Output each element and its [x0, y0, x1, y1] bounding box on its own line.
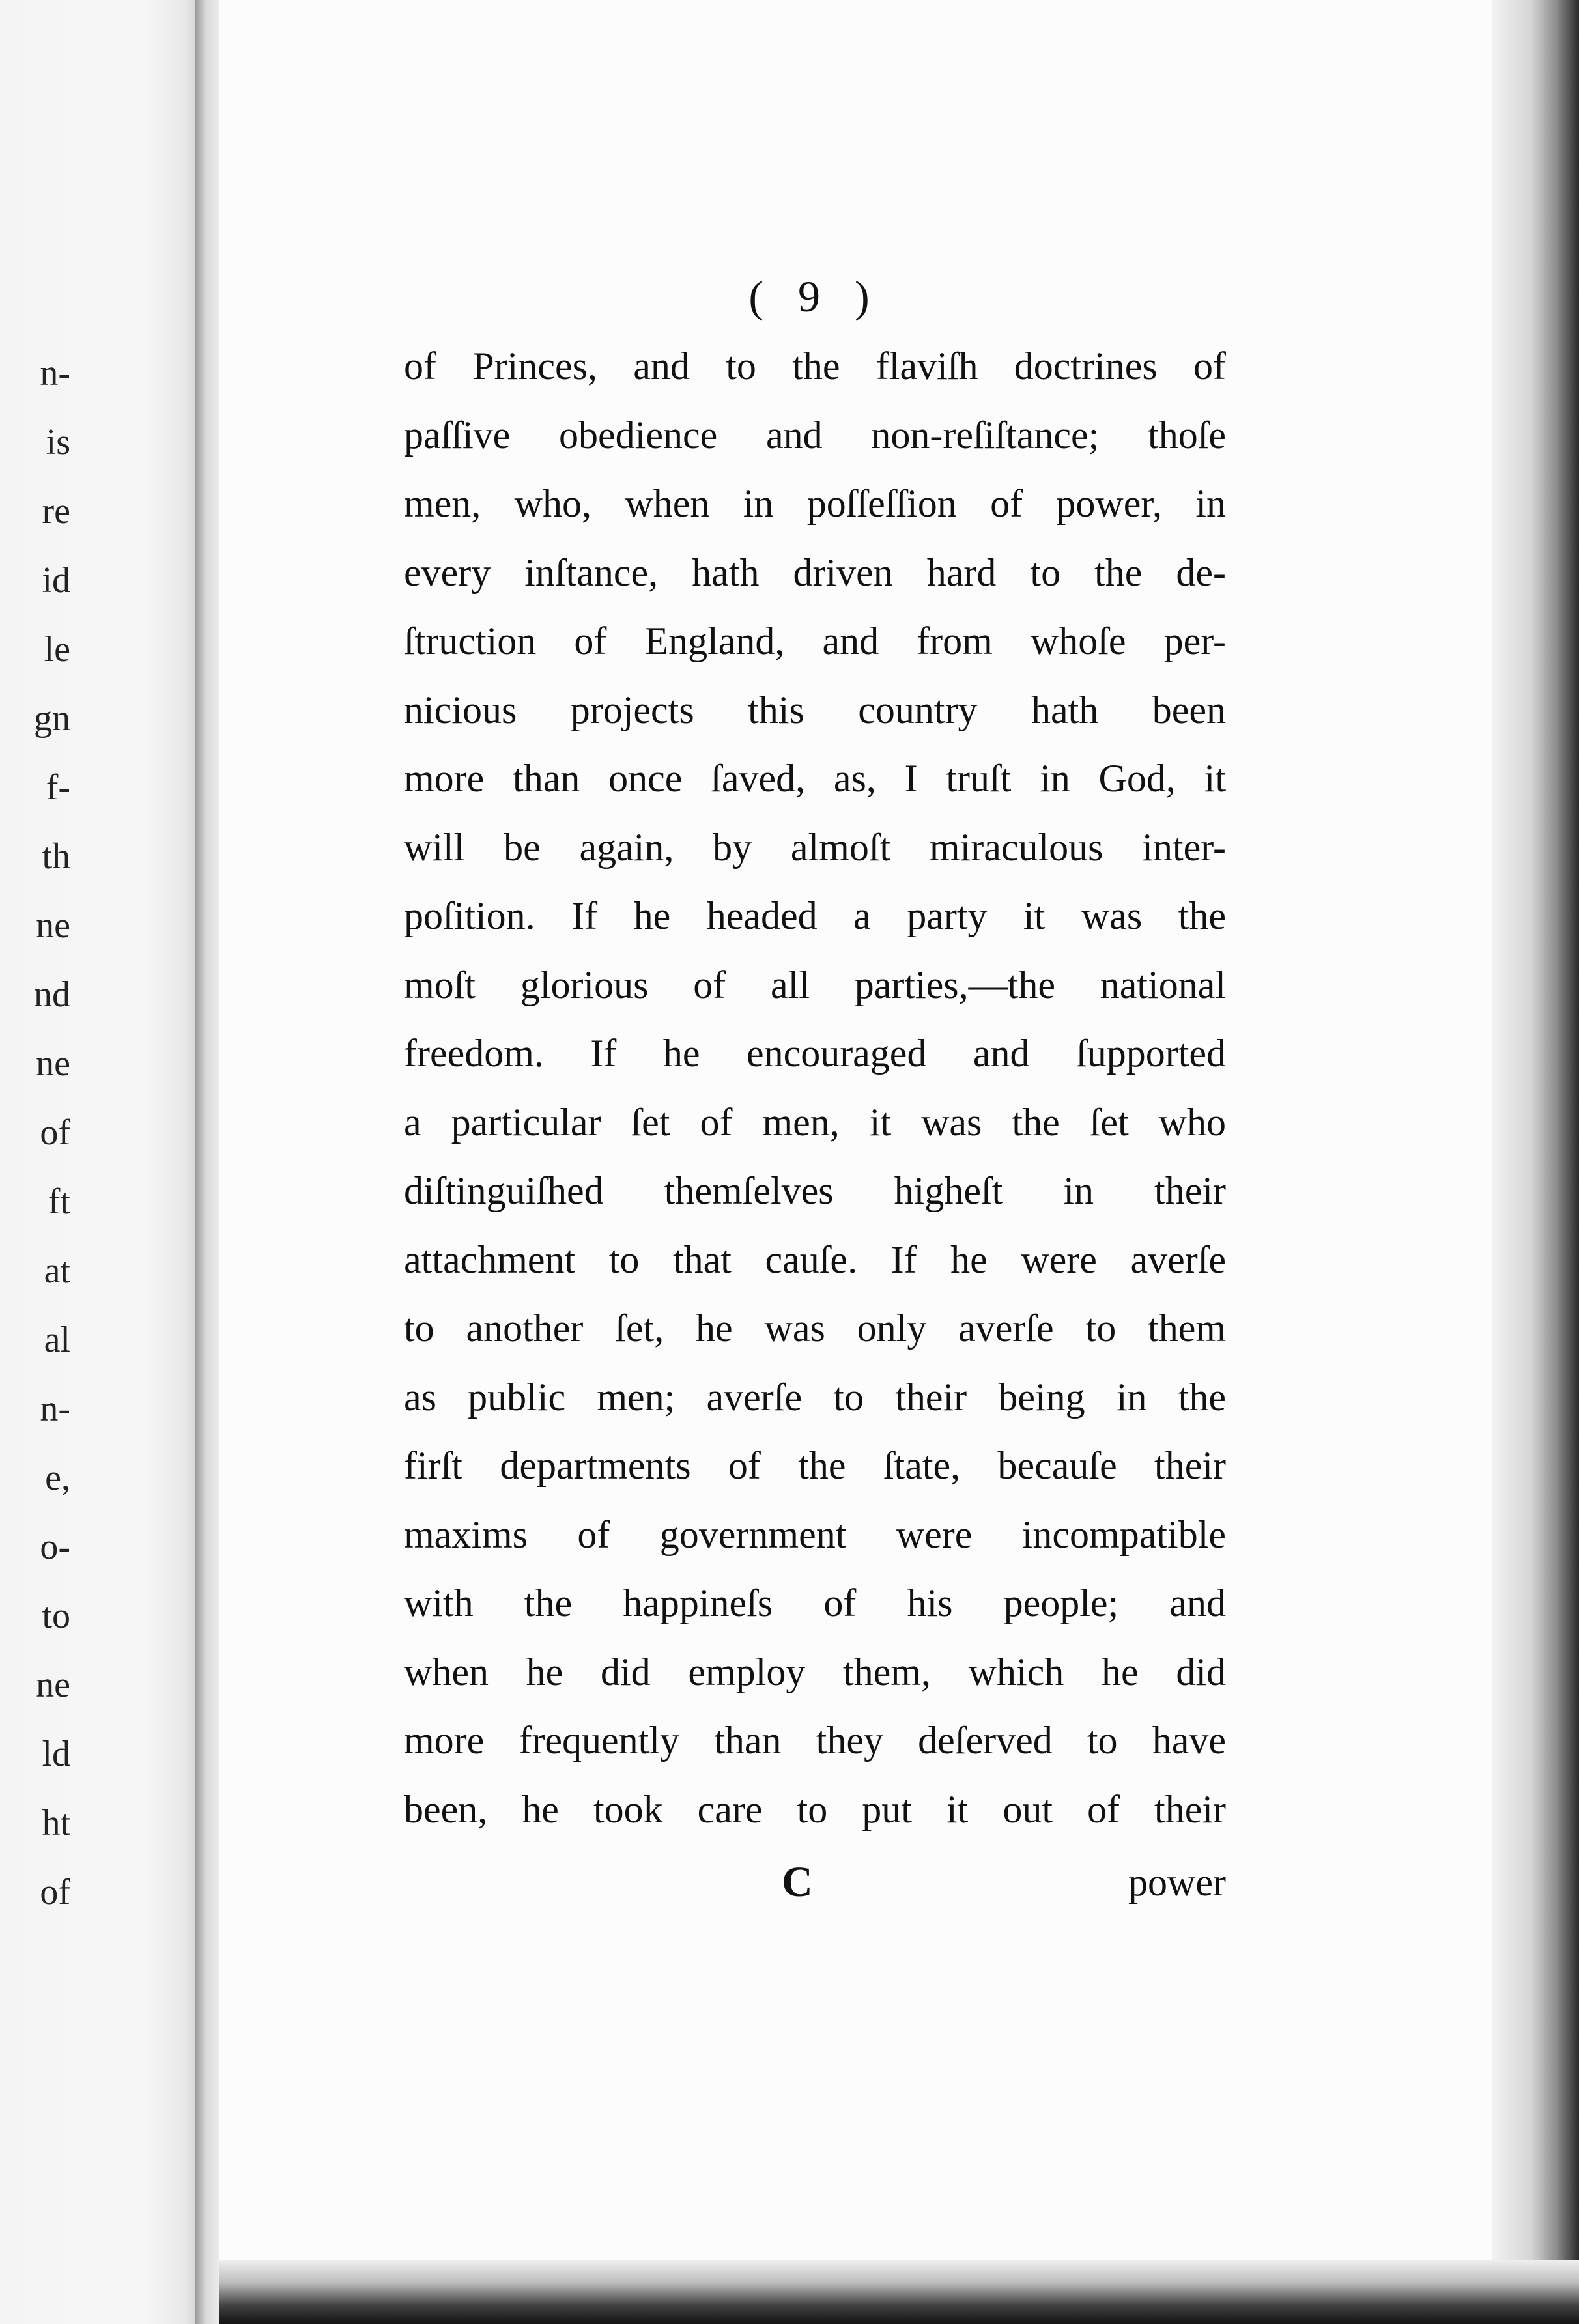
previous-page-line-fragment: n- [40, 1389, 70, 1429]
previous-page-line-fragment: gn [34, 698, 70, 739]
previous-page-line-fragment: ne [36, 1043, 70, 1084]
previous-page-line-fragment: n- [40, 353, 70, 393]
text-line: more than once ſaved, as, I truſt in God, it [404, 757, 1226, 800]
previous-page-line-fragment: re [42, 491, 70, 531]
previous-page-line-fragment: th [42, 836, 70, 877]
text-line: as public men; averſe to their being in the [404, 1375, 1226, 1419]
text-line: diſtinguiſhed themſelves higheſt in their [404, 1169, 1226, 1212]
text-line: every inſtance, hath driven hard to the de- [404, 550, 1226, 594]
previous-page-line-fragment: ht [42, 1803, 70, 1843]
page-right-edge-shadow [1492, 0, 1579, 2324]
previous-page-line-fragment: nd [34, 974, 70, 1015]
previous-page-line-fragment: is [46, 422, 70, 462]
catchword: power [1128, 1861, 1226, 1904]
body-text [404, 332, 1226, 1844]
previous-page-line-fragment: at [44, 1251, 70, 1291]
text-line: ſtruction of England, and from whoſe per- [404, 619, 1226, 662]
previous-page-line-fragment: of [40, 1872, 70, 1912]
text-line: firſt departments of the ſtate, becauſe their [404, 1444, 1226, 1487]
text-line: paſſive obedience and non-reſiſtance; thoſe [404, 413, 1226, 457]
text-line: poſition. If he headed a party it was the [404, 894, 1226, 937]
text-line: will be again, by almoſt miraculous inter- [404, 825, 1226, 869]
page-footer [404, 1850, 1226, 1915]
text-line: attachment to that cauſe. If he were averſe [404, 1238, 1226, 1281]
previous-page-line-fragment: ft [48, 1182, 70, 1222]
previous-page-line-fragment: ld [42, 1734, 70, 1774]
book-gutter [195, 0, 221, 2324]
signature-mark: C [782, 1858, 813, 1906]
text-line: been, he took care to put it out of their [404, 1787, 1226, 1831]
previous-page-edge [0, 0, 201, 2324]
text-line: freedom. If he encouraged and ſupported [404, 1032, 1226, 1075]
previous-page-line-fragment: id [42, 560, 70, 601]
previous-page-line-fragment: ne [36, 905, 70, 946]
page-bottom-edge-shadow [219, 2260, 1579, 2324]
text-line: with the happineſs of his people; and [404, 1581, 1226, 1624]
previous-page-line-fragment: le [44, 629, 70, 670]
page-text-block [404, 261, 1226, 1844]
previous-page-line-fragment: of [40, 1112, 70, 1153]
text-line: nicious projects this country hath been [404, 688, 1226, 731]
previous-page-line-fragment: to [42, 1596, 70, 1636]
previous-page-line-fragment: o- [40, 1527, 70, 1567]
previous-page-line-endings [0, 339, 78, 1927]
page-number: ( 9 ) [748, 272, 881, 321]
text-line: maxims of government were incompatible [404, 1512, 1226, 1556]
text-line: to another ſet, he was only averſe to them [404, 1307, 1226, 1350]
text-line: when he did employ them, which he did [404, 1650, 1226, 1693]
previous-page-line-fragment: f- [46, 767, 70, 808]
text-line: of Princes, and to the flaviſh doctrines of [404, 345, 1226, 388]
previous-page-line-fragment: ne [36, 1665, 70, 1705]
text-line: a particular ſet of men, it was the ſet who [404, 1100, 1226, 1144]
text-line: moſt glorious of all parties,—the national [404, 963, 1226, 1006]
text-line: more frequently than they deſerved to have [404, 1719, 1226, 1762]
previous-page-line-fragment: e, [45, 1458, 70, 1498]
previous-page-line-fragment: al [44, 1320, 70, 1360]
text-line: men, who, when in poſſeſſion of power, in [404, 482, 1226, 525]
